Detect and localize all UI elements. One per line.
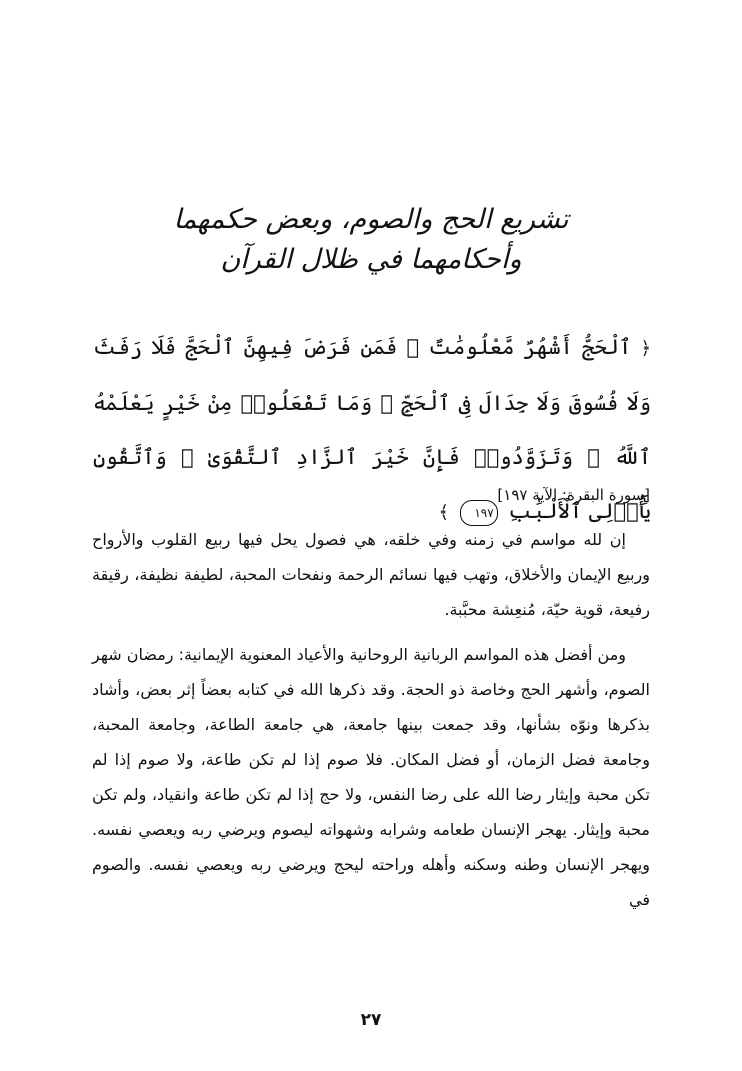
verse-text: ٱلْحَجُّ أَشْهُرٌ مَّعْلُومَٰتٌ ۚ فَمَن فَرَضَ فِيهِنَّ ٱلْحَجَّ فَلَا رَفَثَ وَلَا فُسُوقَ وَلَا جِدَالَ فِى ٱلْحَجِّ ۗ وَمَا تَفْعَلُوا۟ مِنْ خَيْرٍ يَعْلَمْهُ ٱللَّهُ ۗ وَتَزَوَّدُوا۟ فَإِنَّ خَيْرَ ٱلزَّادِ ٱلتَّقْوَىٰ ۚ وَٱتَّقُونِ يَٰٓأُو۟لِى ٱلْأَلْبَٰبِ xyxy=(93,335,651,523)
verse-close-bracket: ﴾ xyxy=(438,502,449,523)
page-number: ٢٧ xyxy=(360,1010,382,1030)
verse-open-bracket: ﴿ xyxy=(640,338,651,359)
ayah-number-marker: ١٩٧ xyxy=(460,500,498,526)
paragraph: ومن أفضل هذه المواسم الربانية الروحانية والأعياد المعنوية الإيمانية: رمضان شهر الصوم، وأشهر الحج وخاصة ذو الحجة. وقد ذكرها الله في كتابه بعضاً إثر بعض، وأشاد بذكرها ونوّه بشأنها، وقد جمعت بينها جامعة، هي جامعة الطاعة، وجامعة المحبة، وجامعة فضل الزمان، أو فضل المكان. فلا صوم إذا لم تكن طاعة، ولا صوم إذا لم تكن محبة وإيثار رضا الله على رضا النفس، ولا حج إذا لم تكن طاعة وانقياد، ولم تكن محبة وإيثار. يهجر الإنسان طعامه وشرابه وشهواته ليصوم ويرضي ربه ويعصي نفسه. ويهجر الإنسان وطنه وسكنه وأهله وراحته ليحج ويرضي ربه ويعصي نفسه. والصوم في xyxy=(92,645,650,909)
chapter-title xyxy=(0,200,742,280)
chapter-title-line-1: تشريع الحج والصوم، وبعض حكمهما xyxy=(173,204,569,235)
paragraph: إن لله مواسم في زمنه وفي خلقه، هي فصول يحل فيها ربيع القلوب والأرواح وربيع الإيمان والأخلاق، وتهب فيها نسائم الرحمة ونفحات المحبة، لطيفة نظيفة، رقيقة رفيعة، قوية حيّة، مُنعِشة محبَّبة. xyxy=(92,530,650,619)
verse-reference: [سورة البقرة: الآية ١٩٧] xyxy=(497,486,650,504)
quran-verse xyxy=(93,320,651,540)
body-text xyxy=(92,522,650,917)
chapter-title-line-2: وأحكامهما في ظلال القرآن xyxy=(220,244,522,275)
